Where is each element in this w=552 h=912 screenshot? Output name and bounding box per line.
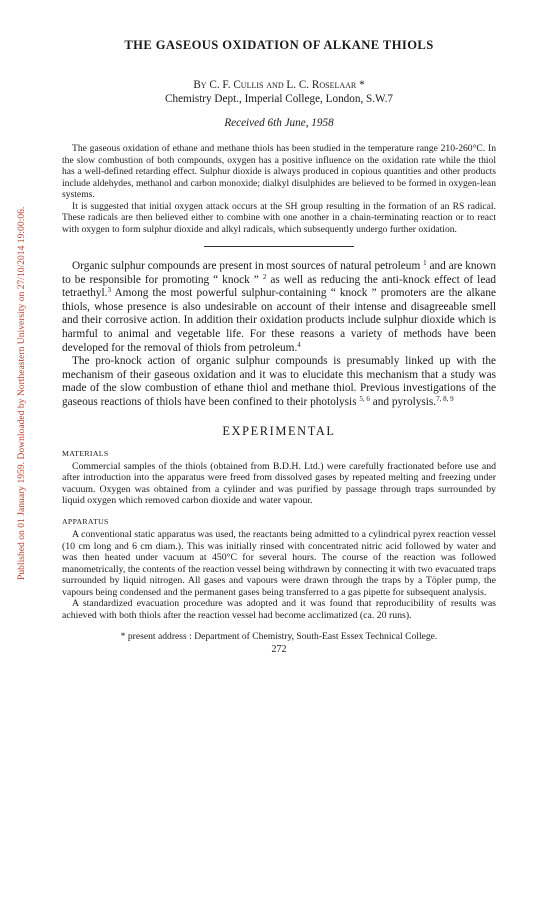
intro-paragraph-1: Organic sulphur compounds are present in most sources of natural petroleum $^1$ and are known to be responsible for promoting “ knock ” $^2$ as well as reducing the anti-knock effect of lead tetraethyl.$^3$ Among the most powerful sulphur-containing “ knock ” promoters are the alkane thiols, whose presence is also undesirable on account of their intense and disagreeable smell and their corrosive action. In addition their oxidation products include sulphur dioxide which is harmful to animal and vegetable life. For these reasons a variety of methods have been developed for the removal of thiols from petroleum.$^4$ <box>62 259 497 354</box>
citation: 1 <box>423 259 427 268</box>
citation: 3 <box>107 286 111 295</box>
intro-paragraph-2: The pro-knock action of organic sulphur compounds is presumably linked up with the mechanism of their gaseous oxidation and it was to elucidate this mechanism that a study was made of the slow combustion of ethane thiol and methane thiol. Previous investigations of the gaseous reactions of thiols have been confined to their photolysis $^{5, 6}$ and pyrolysis.$^{7, 8, 9}$ <box>62 355 496 408</box>
apparatus-paragraph: A conventional static apparatus was used, the reactants being admitted to a cylindrical pyrex reaction vessel (10 cm long and 6 cm diam.). This was initially rinsed with concentrated nitric acid followed by water and was then heated under vacuum at 450°C for several hours. The course of the reaction was followed manometrically, the contents of the reaction vessel being withdrawn by connecting it with two evacuated traps surrounded by liquid nitrogen. All gases and vapours were drawn through the traps by a Töpler pump, the vapours being condensed and the permanent gases being transferred to a gas pipette for subsequent analysis. <box>62 528 496 598</box>
author-footnote-mark: * <box>356 79 365 91</box>
abstract-paragraph: It is suggested that initial oxygen attack occurs at the SH group resulting in the formation of an RS radical. These radicals are then believed either to combine with one another in a chain-terminating reaction or to react with oxygen to form sulphur dioxide and alkyl radicals, which subsequently undergo further oxidation. <box>62 200 496 235</box>
byline-and: and <box>266 79 284 91</box>
apparatus-section <box>62 529 496 622</box>
abstract-paragraph: The gaseous oxidation of ethane and methane thiols has been studied in the temperature range 210-260°C. In the slow combustion of both compounds, oxygen has a positive influence on the oxidation rate while the thiol has a well-defined retarding effect. Sulphur dioxide is always produced in copious quantities and other products include aldehydes, methanol and carbon monoxide; dialkyl disulphides are believed to be formed in oxygen-lean systems. <box>62 143 496 200</box>
section-divider <box>204 246 354 247</box>
materials-paragraph: Commercial samples of the thiols (obtained from B.D.H. Ltd.) were carefully fractionated before use and after introduction into the apparatus were freed from dissolved gases by repeated melting and freezing under vacuum. Oxygen was obtained from a cylinder and was purified by passage through traps surrounded by liquid oxygen which removed carbon dioxide and water vapour. <box>62 460 496 507</box>
author-cullis: C. F. Cullis <box>209 79 264 91</box>
experimental-heading: EXPERIMENTAL <box>222 423 336 438</box>
citation: 7, 8, 9 <box>436 395 454 404</box>
download-notice-strip <box>5 150 27 580</box>
citation: 2 <box>262 272 267 281</box>
download-notice: Published on 01 January 1959. Downloaded by Northeastern University on 27/10/2014 19:00:06. <box>16 206 27 580</box>
citation: 5, 6 <box>359 395 370 404</box>
author-roselaar: L. C. Roselaar <box>286 79 357 91</box>
apparatus-heading: APPARATUS <box>62 516 109 526</box>
article-title: THE GASEOUS OXIDATION OF ALKANE THIOLS <box>124 38 434 52</box>
byline <box>62 79 496 91</box>
affiliation: Chemistry Dept., Imperial College, London, S.W.7 <box>165 93 393 105</box>
materials-heading: MATERIALS <box>62 448 109 458</box>
citation: 4 <box>297 340 301 349</box>
materials-section <box>62 461 496 507</box>
page-number: 272 <box>271 643 287 655</box>
introduction <box>62 260 496 410</box>
article-page <box>62 38 496 655</box>
byline-by: By <box>193 79 207 91</box>
apparatus-paragraph: A standardized evacuation procedure was adopted and it was found that reproducibility of results was achieved with both thiols after the reaction vessel had become acclimatized (ca. 20 runs). <box>62 598 496 622</box>
received-date: Received 6th June, 1958 <box>224 117 334 129</box>
abstract <box>62 143 496 235</box>
footnote: * present address : Department of Chemistry, South-East Essex Technical College. <box>120 630 438 642</box>
